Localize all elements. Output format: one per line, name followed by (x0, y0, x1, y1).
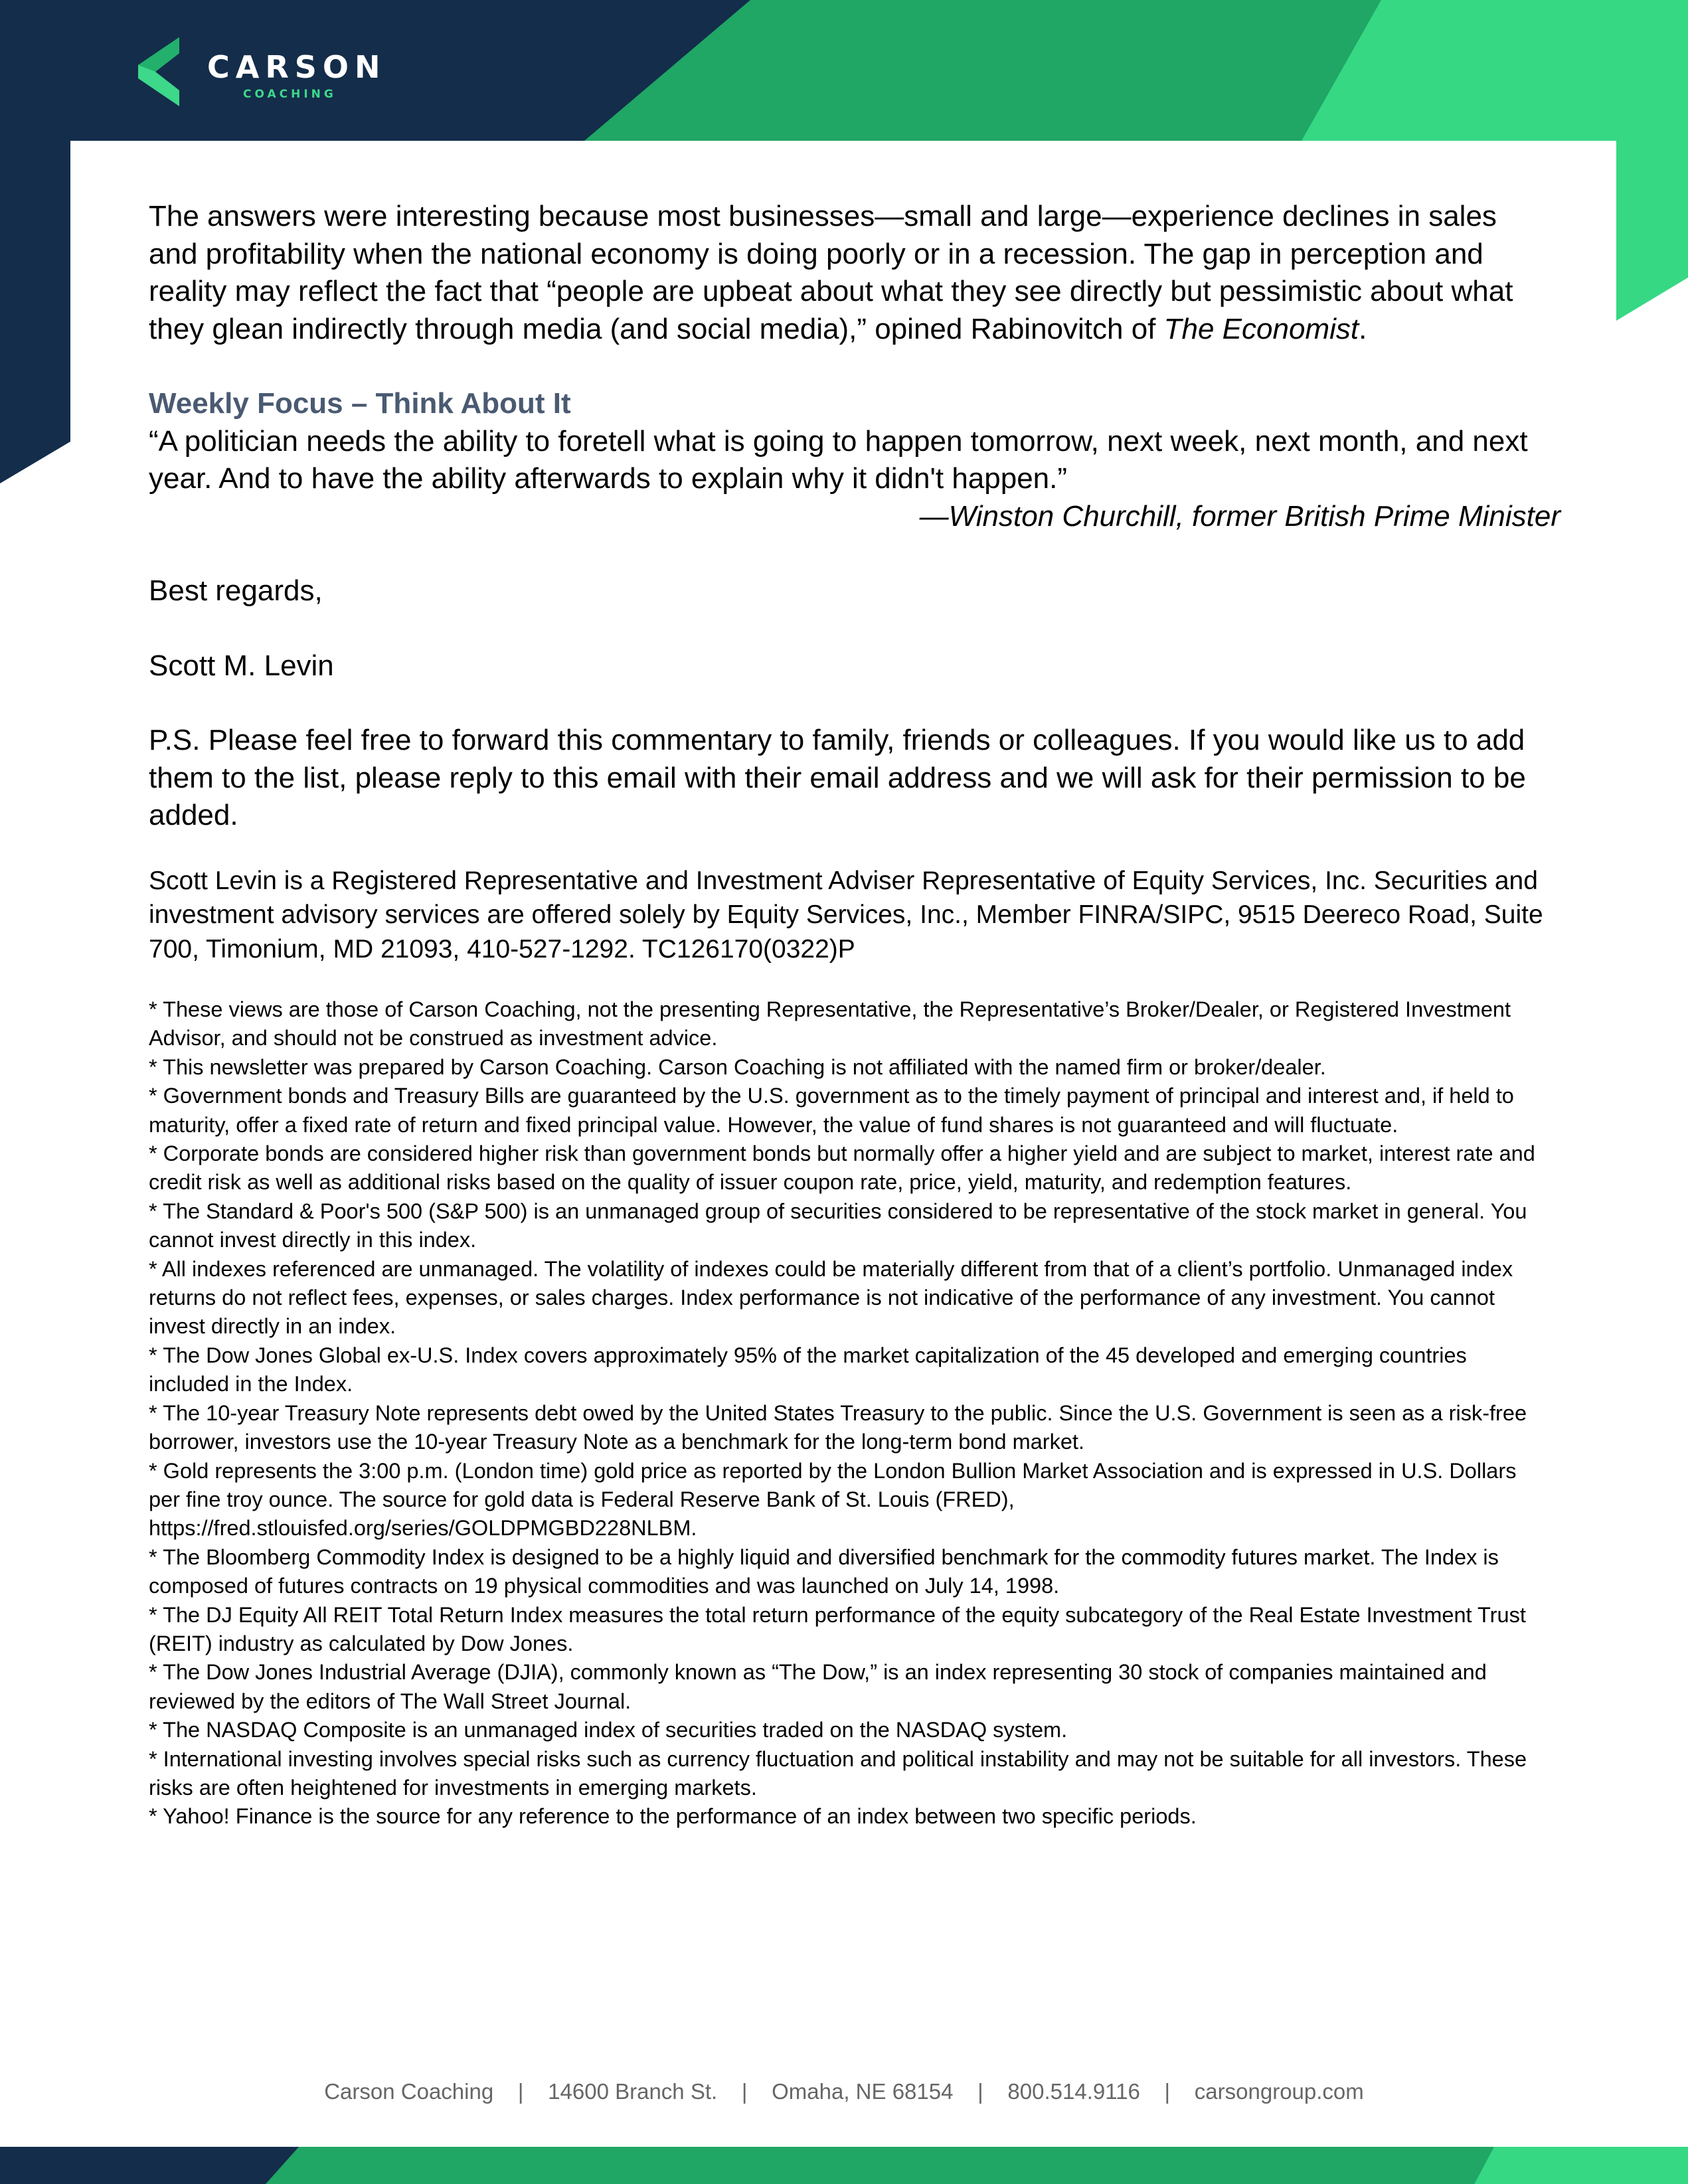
footer-address: 14600 Branch St. (548, 2079, 718, 2104)
quote-text: “A politician needs the ability to foretell what is going to happen tomorrow, next week, next month, and next year. And to have the ability afterwards to explain why it didn't happen.” (149, 424, 1528, 495)
fine-print-item: * The 10-year Treasury Note represents debt owed by the United States Treasury to the public. Since the U.S. Government is seen as a risk-free borrower, investors use the 10-year Treasury Note as a benchmark for the long-term bond market. (149, 1400, 1527, 1454)
intro-paragraph (149, 198, 1550, 348)
footer-contact (0, 2079, 1688, 2104)
fine-print-item: * This newsletter was prepared by Carson Coaching. Carson Coaching is not affiliated with the named firm or broker/dealer. (149, 1054, 1326, 1079)
signature-name: Scott M. Levin (149, 649, 334, 682)
intro-text: The answers were interesting because most businesses—small and large—experience declines in sales and profitability when the national economy is doing poorly or in a recession. The gap in perception and reality may reflect the fact that “people are upbeat about what they see directly but pessimistic about what they glean indirectly through media (and social media),” opined Rabinovitch of (149, 200, 1513, 345)
footer-separator: | (977, 2079, 983, 2104)
fine-print-item: * Government bonds and Treasury Bills are guaranteed by the U.S. government as to the timely payment of principal and interest and, if held to maturity, offer a fixed rate of return and fixed principal value. However, the value of fund shares is not guaranteed and will fluctuate. (149, 1084, 1514, 1137)
publication-name: The Economist (1163, 312, 1359, 345)
footer-city: Omaha, NE 68154 (772, 2079, 954, 2104)
footer-company: Carson Coaching (324, 2079, 494, 2104)
closing-text: Best regards, (149, 574, 323, 607)
fine-print-item: * International investing involves special risks such as currency fluctuation and political instability and may not be suitable for all investors. These risks are often heightened for investments in emerging markets. (149, 1746, 1527, 1800)
carson-coaching-logo (138, 37, 404, 107)
footer-band-light-green (1474, 2147, 1688, 2184)
fine-print-item: * The Bloomberg Commodity Index is designed to be a highly liquid and diversified benchmark for the commodity futures market. The Index is composed of futures contracts on 19 physical commodities and was launched on July 14, 1998. (149, 1545, 1499, 1598)
footer-separator: | (517, 2079, 524, 2104)
footer-website-link[interactable]: carsongroup.com (1194, 2079, 1364, 2104)
fine-print-item: * These views are those of Carson Coaching, not the presenting Representative, the Representative’s Broker/Dealer, or Registered Investment Advisor, and should not be construed as investment advice. (149, 997, 1511, 1050)
logo-chevron-icon (138, 37, 185, 106)
fine-print-item: * Yahoo! Finance is the source for any reference to the performance of an index between two specific periods. (149, 1804, 1197, 1829)
left-side-band (0, 0, 70, 483)
quote-attribution: —Winston Churchill, former British Prime Minister (919, 499, 1561, 533)
ps-paragraph: P.S. Please feel free to forward this commentary to family, friends or colleagues. If you would like us to add them to the list, please reply to this email with their email address and we will ask for their permission to be added. (149, 724, 1526, 831)
footer-phone: 800.514.9116 (1007, 2079, 1140, 2104)
fine-print-item: * Gold represents the 3:00 p.m. (London time) gold price as reported by the London Bullion Market Association and is expressed in U.S. Dollars per fine troy ounce. The source for gold data is Federal Reserve Bank of St. Louis (FRED), https://fred.stlouisfed.org/series/GOLDPMGBD228NLBM. (149, 1458, 1517, 1541)
weekly-focus-heading: Weekly Focus – Think About It (149, 387, 571, 420)
intro-period: . (1359, 312, 1367, 345)
fine-print-item: * The Dow Jones Industrial Average (DJIA), commonly known as “The Dow,” is an index representing 30 stock of companies maintained and reviewed by the editors of The Wall Street Journal. (149, 1660, 1487, 1713)
logo-subtitle: COACHING (243, 88, 337, 101)
fine-print-item: * The Dow Jones Global ex-U.S. Index covers approximately 95% of the market capitalization of the 45 developed and emerging countries included in the Index. (149, 1343, 1467, 1396)
fine-print-item: * Corporate bonds are considered higher risk than government bonds but normally offer a higher yield and are subject to market, interest rate and credit risk as well as additional risks based on the quality of issuer coupon rate, price, yield, maturity, and redemption features. (149, 1141, 1535, 1195)
fine-print-item: * All indexes referenced are unmanaged. The volatility of indexes could be materially different from that of a client’s portfolio. Unmanaged index returns do not reflect fees, expenses, or sales charges. Index performance is not indicative of the performance of any investment. You cannot invest directly in an index. (149, 1256, 1513, 1339)
footer-separator: | (741, 2079, 748, 2104)
fine-print-list (149, 995, 1550, 1831)
right-side-band (1616, 0, 1688, 321)
regulatory-disclosure: Scott Levin is a Registered Representative and Investment Adviser Representative of Equity Services, Inc. Securities and investment advisory services are offered solely by Equity Services, Inc., Member FINRA/SIPC, 9515 Deereco Road, Suite 700, Timonium, MD 21093, 410-527-1292. TC126170(0322)P (149, 866, 1543, 964)
fine-print-item: * The NASDAQ Composite is an unmanaged index of securities traded on the NASDAQ system. (149, 1718, 1068, 1742)
footer-separator: | (1164, 2079, 1171, 2104)
logo-wordmark: CARSON (207, 49, 386, 85)
fine-print-item: * The Standard & Poor's 500 (S&P 500) is an unmanaged group of securities considered to be representative of the stock market in general. You cannot invest directly in this index. (149, 1199, 1527, 1252)
footer-band-green (266, 2147, 1494, 2184)
letter-content (149, 198, 1561, 1831)
fine-print-item: * The DJ Equity All REIT Total Return Index measures the total return performance of the equity subcategory of the Real Estate Investment Trust (REIT) industry as calculated by Dow Jones. (149, 1602, 1526, 1655)
